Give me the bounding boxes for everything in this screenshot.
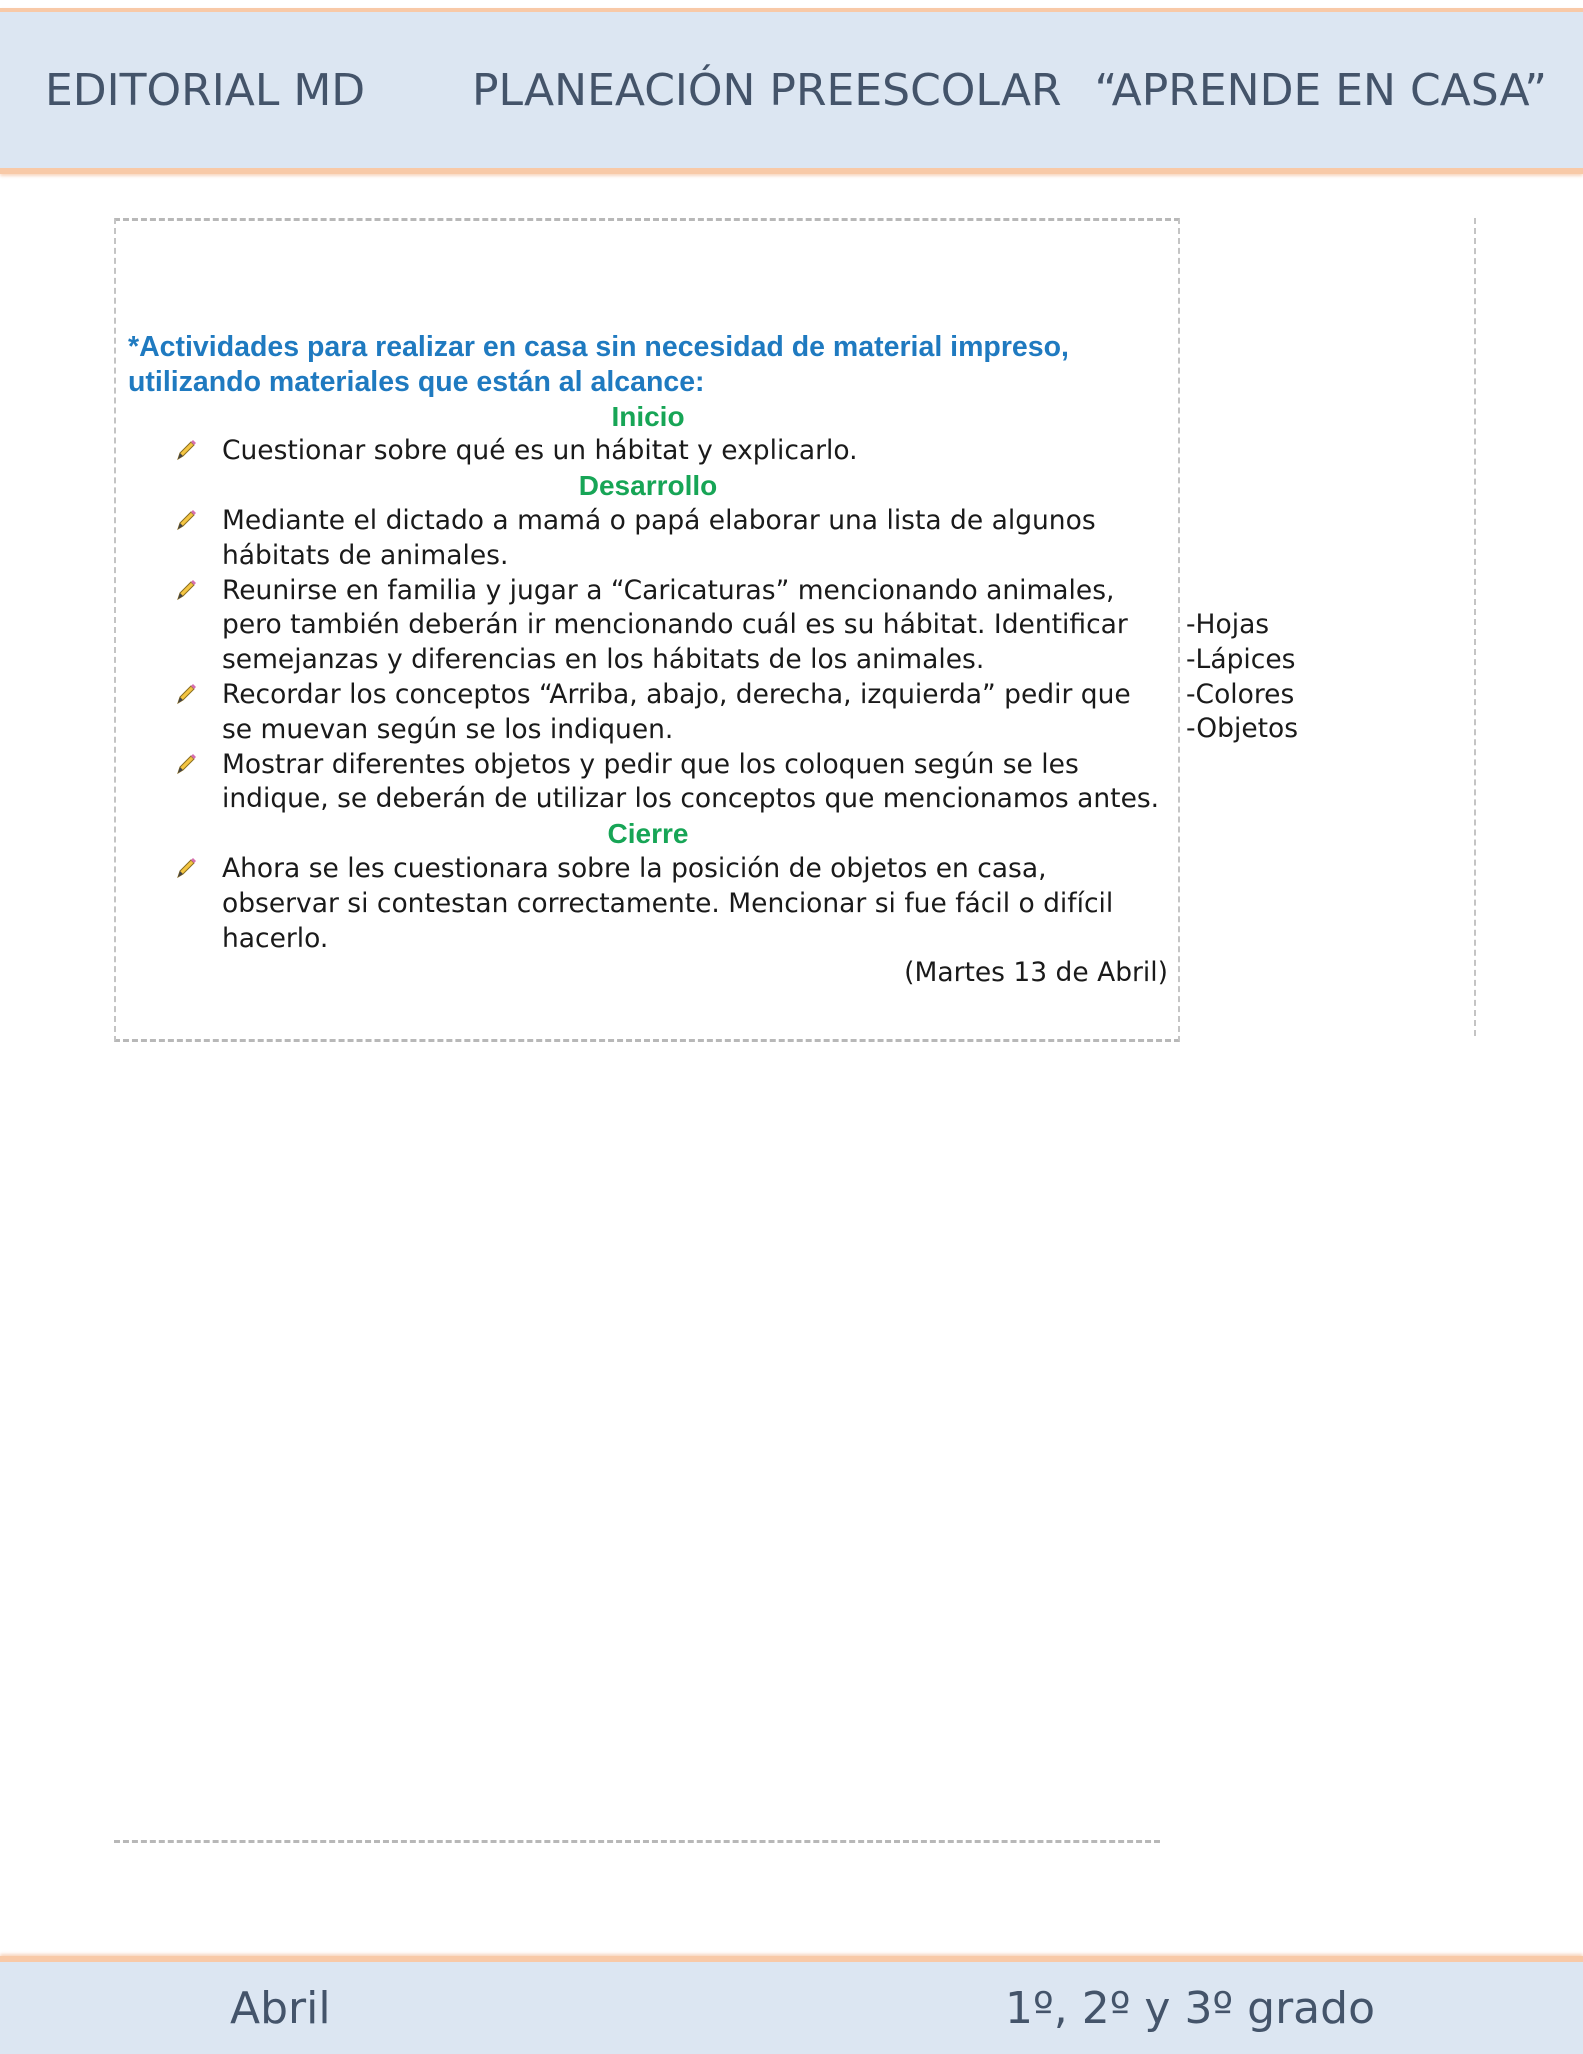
pencil-icon — [174, 682, 198, 706]
activities-content — [128, 330, 1168, 991]
pencil-icon — [174, 438, 198, 462]
section-heading-desarrollo: Desarrollo — [578, 470, 718, 502]
footer-month: Abril — [230, 1982, 331, 2034]
item-text: Mediante el dictado a mamá o papá elaborar una lista de algunos hábitats de animales. — [222, 504, 1096, 571]
materials-frame-border — [1474, 218, 1476, 1036]
pencil-icon — [174, 856, 198, 880]
page-header — [0, 8, 1583, 174]
list-item — [128, 434, 1168, 469]
item-text: Cuestionar sobre qué es un hábitat y explicarlo. — [222, 435, 858, 467]
list-item — [128, 678, 1168, 748]
footer-grades: 1º, 2º y 3º grado — [1005, 1982, 1375, 2034]
material-item: -Hojas — [1186, 609, 1270, 640]
item-text: Mostrar diferentes objetos y pedir que los coloquen según se les indique, se deberán de utilizar los conceptos que mencionamos antes. — [222, 748, 1160, 815]
pencil-icon — [174, 508, 198, 532]
list-item — [128, 748, 1168, 818]
list-item — [128, 574, 1168, 678]
materials-list — [1186, 608, 1298, 747]
page-footer — [0, 1956, 1583, 2054]
pencil-icon — [174, 578, 198, 602]
section-heading-cierre: Cierre — [607, 818, 689, 850]
list-item — [128, 852, 1168, 956]
material-item: -Lápices — [1186, 643, 1296, 675]
item-text: Ahora se les cuestionara sobre la posición de objetos en casa, observar si contestan correctamente. Mencionar si fue fácil o difícil hacerlo. — [222, 852, 1114, 954]
program-name: “APRENDE EN CASA” — [1094, 64, 1547, 116]
item-text: Reunirse en familia y jugar a “Caricaturas” mencionando animales, pero también deberán ir mencionando cuál es su hábitat. Identificar semejanzas y diferencias en los hábitats de los animales. — [222, 574, 1128, 676]
activity-date: (Martes 13 de Abril) — [904, 957, 1168, 989]
pencil-icon — [174, 752, 198, 776]
lower-frame-border — [114, 1840, 1160, 1843]
publisher-name: EDITORIAL MD — [45, 64, 366, 116]
list-item — [128, 504, 1168, 574]
material-item: -Colores — [1186, 678, 1295, 710]
document-title: PLANEACIÓN PREESCOLAR — [472, 64, 1062, 116]
activities-intro: *Actividades para realizar en casa sin necesidad de material impreso, utilizando materiales que están al alcance: — [128, 331, 1069, 398]
section-heading-inicio: Inicio — [611, 400, 685, 432]
item-text: Recordar los conceptos “Arriba, abajo, derecha, izquierda” pedir que se muevan según se los indiquen. — [222, 678, 1131, 745]
material-item: -Objetos — [1186, 713, 1299, 745]
